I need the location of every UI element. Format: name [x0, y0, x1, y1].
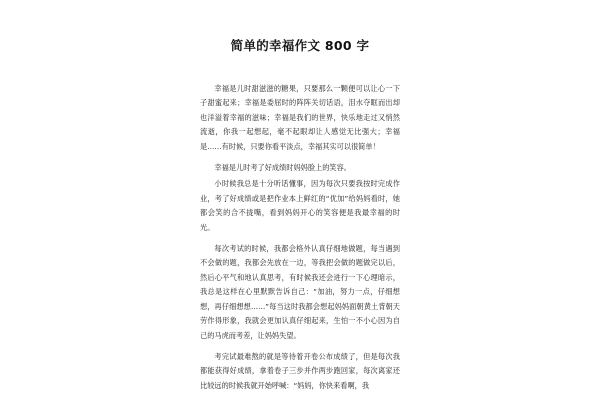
document-title: 简单的幸福作文 800 字	[230, 38, 370, 53]
paragraph: 幸福是儿时考了好成绩时妈妈脸上的笑容。	[214, 163, 351, 173]
document-body	[200, 82, 400, 393]
paragraph: 幸福是儿时甜滋滋的糖果，只要那么一颗便可以让心一下子甜蜜起来；幸福是委屈时的阵阵关切话语，泪水夺眶而出却也洋溢着幸福的滋味；幸福是我们的世界，快乐地走过又悄然流逝，你我一起想起，毫不起眼却让人感觉无比强大；幸福是……有时候，只要你看平淡点，幸福其实可以很简单！	[200, 84, 400, 151]
paragraph: 考完试最难熬的就是等待着开卷公布成绩了，但是每次我都能获得好成绩，拿着卷子三步并作两步跑回家，每次离家还比较远的时候我就开始呼喊：“妈妈，你快来看啊，我	[200, 351, 400, 390]
paragraph: 小时候我总是十分听话懂事，因为每次只要我按时完成作业，考了好成绩或是把作业本上鲜红的“优加”给妈妈看时，她都会笑的合不拢嘴，看到妈妈开心的笑容便是我最幸福的时光。	[200, 179, 400, 232]
paragraph: 每次考试的时候，我都会格外认真仔细地做题，每当遇到不会做的题，我都会先放在一边，等我把会做的题做完以后，然后心平气和地认真思考，有时候我还会进行一下心理暗示，我总是这样在心里默默告诉自己：“加油，努力一点，仔细想想，再仔细想想……”每当这时我都会想起妈妈面朝黄土背朝天劳作得形象，我就会更加认真仔细起来，生怕一不小心因为自己的马虎而考差，让妈妈失望。	[200, 244, 400, 340]
